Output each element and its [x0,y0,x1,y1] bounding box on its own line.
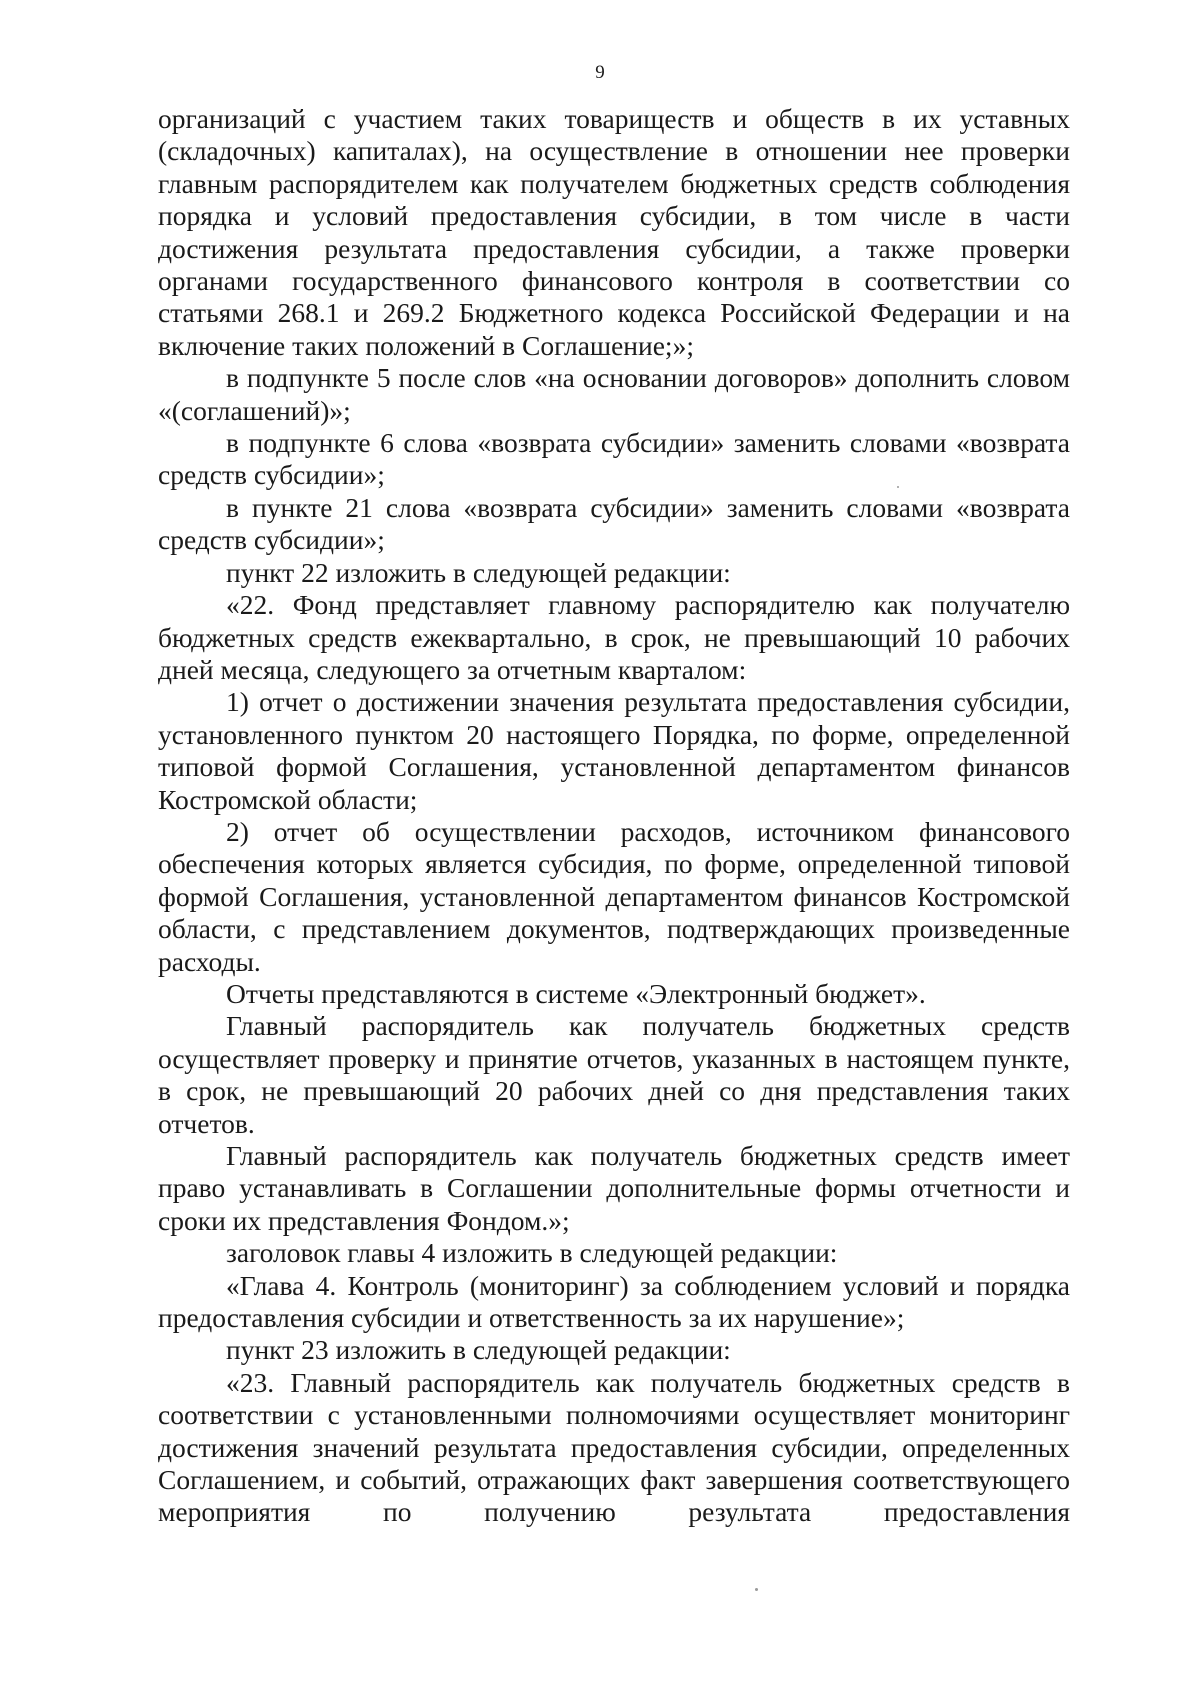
paragraph-subpoint-5: в подпункте 5 после слов «на основании договоров» дополнить словом «(соглашений)»; [158,362,1070,426]
paragraph-point-22-text: «22. Фонд представляет главному распорядителю как получателю бюджетных средств ежеквартально, в срок, не превышающий 10 рабочих дней месяца, следующего за отчетным кварталом: [158,589,1070,685]
document-body [158,103,1070,1529]
paragraph-point-21: в пункте 21 слова «возврата субсидии» заменить словами «возврата средств субсидии»; [158,491,1070,556]
paragraph-point-23-text: «23. Главный распорядитель как получатель бюджетных средств в соответствии с установленными полномочиями осуществляет мониторинг достижения значений результата предоставления субсидии, определенных Соглашением, и событий, отражающих факт завершения соответствующего мероприятия по получению результата предоставления [158,1366,1070,1528]
paragraph-continued: организаций с участием таких товариществ и обществ в их уставных (складочных) капиталах), на осуществление в отношении нее проверки главным распорядителем как получателем бюджетных средств соблюдения порядка и условий предоставления субсидии, в том числе в части достижения результата предоставления субсидии, а также проверки органами государственного финансового контроля в соответствии со статьями 268.1 и 269.2 Бюджетного кодекса Российской Федерации и на включение таких положений в Соглашение;»; [158,103,1070,361]
scan-speck [755,1588,758,1591]
paragraph-reports-system: Отчеты представляются в системе «Электронный бюджет». [226,977,926,1009]
paragraph-point-23-intro: пункт 23 изложить в следующей редакции: [226,1334,731,1366]
paragraph-report-2: 2) отчет об осуществлении расходов, источником финансового обеспечения которых является субсидия, по форме, определенной типовой формой Соглашения, установленной департаментом финансов Костромской области, с представлением документов, подтверждающих произведенные расходы. [158,815,1070,977]
paragraph-additional-forms: Главный распорядитель как получатель бюджетных средств имеет право устанавливать в Соглашении дополнительные формы отчетности и сроки их представления Фондом.»; [158,1140,1070,1236]
paragraph-reports-check: Главный распорядитель как получатель бюджетных средств осуществляет проверку и принятие отчетов, указанных в настоящем пункте, в срок, не превышающий 20 рабочих дней со дня представления таких отчетов. [158,1010,1070,1139]
paragraph-subpoint-6: в подпункте 6 слова «возврата субсидии» заменить словами «возврата средств субсидии»; [158,427,1070,491]
paragraph-chapter-4-intro: заголовок главы 4 изложить в следующей редакции: [226,1237,838,1269]
paragraph-point-22-intro: пункт 22 изложить в следующей редакции: [226,556,731,588]
page-number: 9 [595,62,605,83]
paragraph-report-1: 1) отчет о достижении значения результата предоставления субсидии, установленного пунктом 20 настоящего Порядка, по форме, определенной типовой формой Соглашения, установленной департаментом финансов Костромской области; [158,686,1070,815]
paragraph-chapter-4-title: «Глава 4. Контроль (мониторинг) за соблюдением условий и порядка предоставления субсидии и ответственность за их нарушение»; [158,1269,1070,1334]
scan-speck [897,486,899,488]
